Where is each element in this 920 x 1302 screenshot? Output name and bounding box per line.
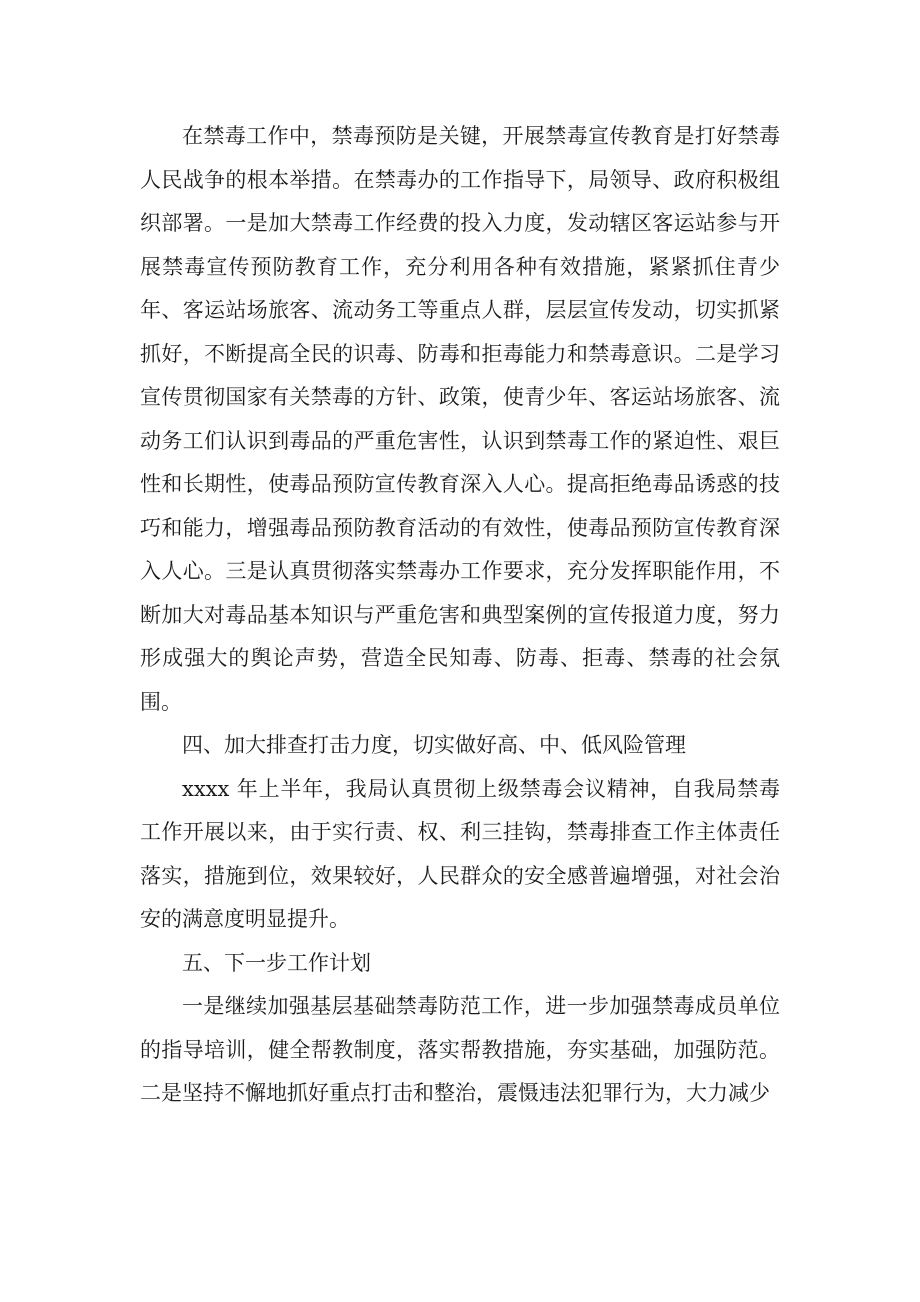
- paragraph-next-steps: 一是继续加强基层基础禁毒防范工作，进一步加强禁毒成员单位的指导培训，健全帮教制度，落实帮教措施，夯实基础，加强防范。二是坚持不懈地抓好重点打击和整治，震慑违法犯罪行为，大力减少: [140, 994, 780, 1105]
- paragraph-first-half-year: xxxx 年上半年，我局认真贯彻上级禁毒会议精神，自我局禁毒工作开展以来，由于实行责、权、利三挂钩，禁毒排查工作主体责任落实，措施到位，效果较好，人民群众的安全感普遍增强，对社会治安的满意度明显提升。: [140, 776, 780, 931]
- heading-section-four: 四、加大排查打击力度，切实做好高、中、低风险管理: [182, 733, 686, 757]
- heading-section-five: 五、下一步工作计划: [182, 950, 371, 975]
- document-body: [140, 115, 780, 1116]
- paragraph-anti-drug-education: 在禁毒工作中，禁毒预防是关键，开展禁毒宣传教育是打好禁毒人民战争的根本举措。在禁毒办的工作指导下，局领导、政府积极组织部署。一是加大禁毒工作经费的投入力度，发动辖区客运站参与开展禁毒宣传预防教育工作，充分利用各种有效措施，紧紧抓住青少年、客运站场旅客、流动务工等重点人群，层层宣传发动，切实抓紧抓好，不断提高全民的识毒、防毒和拒毒能力和禁毒意识。二是学习宣传贯彻国家有关禁毒的方针、政策，使青少年、客运站场旅客、流动务工们认识到毒品的严重危害性，认识到禁毒工作的紧迫性、艰巨性和长期性，使毒品预防宣传教育深入人心。提高拒绝毒品诱惑的技巧和能力，增强毒品预防教育活动的有效性，使毒品预防宣传教育深入人心。三是认真贯彻落实禁毒办工作要求，充分发挥职能作用，不断加大对毒品基本知识与严重危害和典型案例的宣传报道力度，努力形成强大的舆论声势，营造全民知毒、防毒、拒毒、禁毒的社会氛围。: [140, 124, 780, 714]
